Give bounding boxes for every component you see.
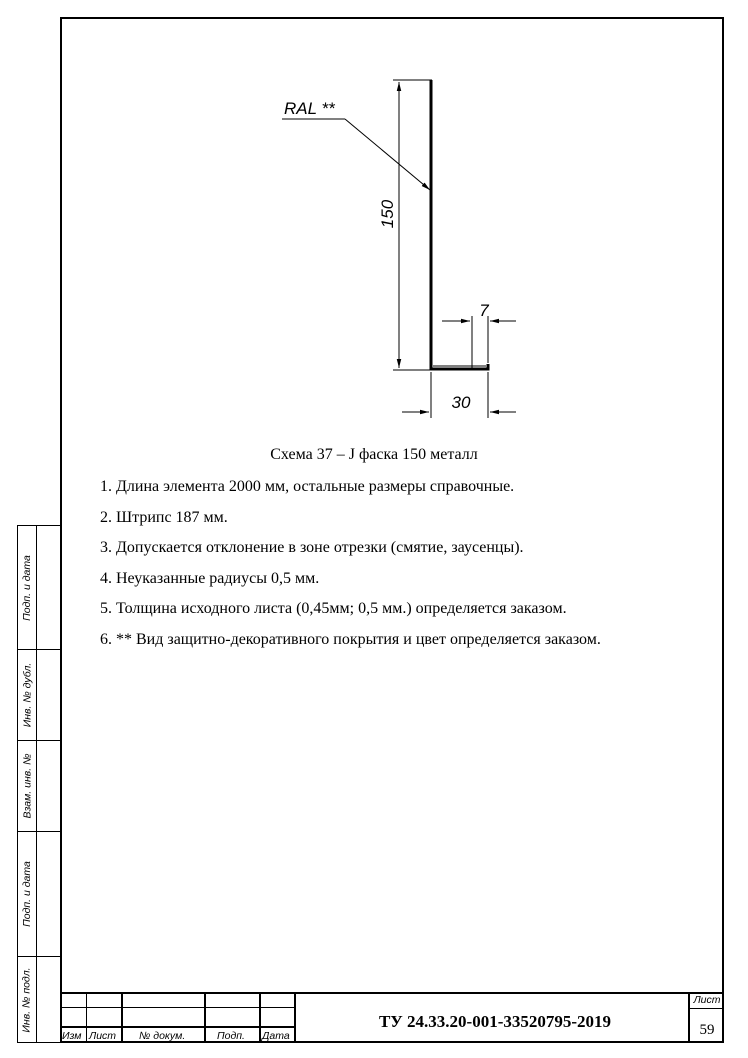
coating-leader [282, 119, 430, 190]
side-label: Инв. № подл. [21, 966, 33, 1033]
height-dimension [393, 80, 432, 370]
side-label: Подп. и дата [21, 861, 34, 927]
lip-dimension [442, 316, 516, 369]
note-item: 1. Длина элемента 2000 мм, остальные размеры справочные. [100, 478, 515, 495]
note-item: 4. Неуказанные радиусы 0,5 мм. [100, 569, 320, 587]
height-dimension-label: 150 [378, 199, 397, 229]
side-label: Взам. инв. № [21, 753, 34, 819]
sheet-label: Лист [693, 994, 721, 1006]
notes-list [100, 477, 601, 661]
col-label-sheet: Лист [89, 1030, 117, 1042]
side-label: Инв. № дубл. [21, 662, 34, 728]
side-label: Подп. и дата [21, 554, 34, 621]
col-label-date: Дата [262, 1030, 290, 1042]
col-label-signature: Подп. [217, 1030, 245, 1042]
base-dimension-label: 30 [451, 393, 471, 412]
sheet-number: 59 [699, 1022, 715, 1038]
col-label-doc-number: № докум. [139, 1030, 186, 1042]
note-item: 3. Допускается отклонение в зоне отрезки (смятие, заусенцы). [100, 539, 524, 557]
profile-shape [431, 80, 488, 369]
lip-dimension-label: 7 [479, 301, 489, 320]
document-code: ТУ 24.33.20-001-33520795-2019 [378, 1012, 612, 1031]
scheme-caption: Схема 37 – J фаска 150 металл [270, 446, 478, 463]
coating-label: RAL ** [284, 99, 335, 118]
note-item: 5. Толщина исходного листа (0,45мм; 0,5 мм.) определяется заказом. [100, 600, 567, 618]
note-item: 2. Штрипс 187 мм. [100, 508, 228, 526]
col-label-change: Изм [62, 1030, 82, 1042]
note-item: 6. ** Вид защитно-декоративного покрытия и цвет определяется заказом. [100, 630, 601, 648]
